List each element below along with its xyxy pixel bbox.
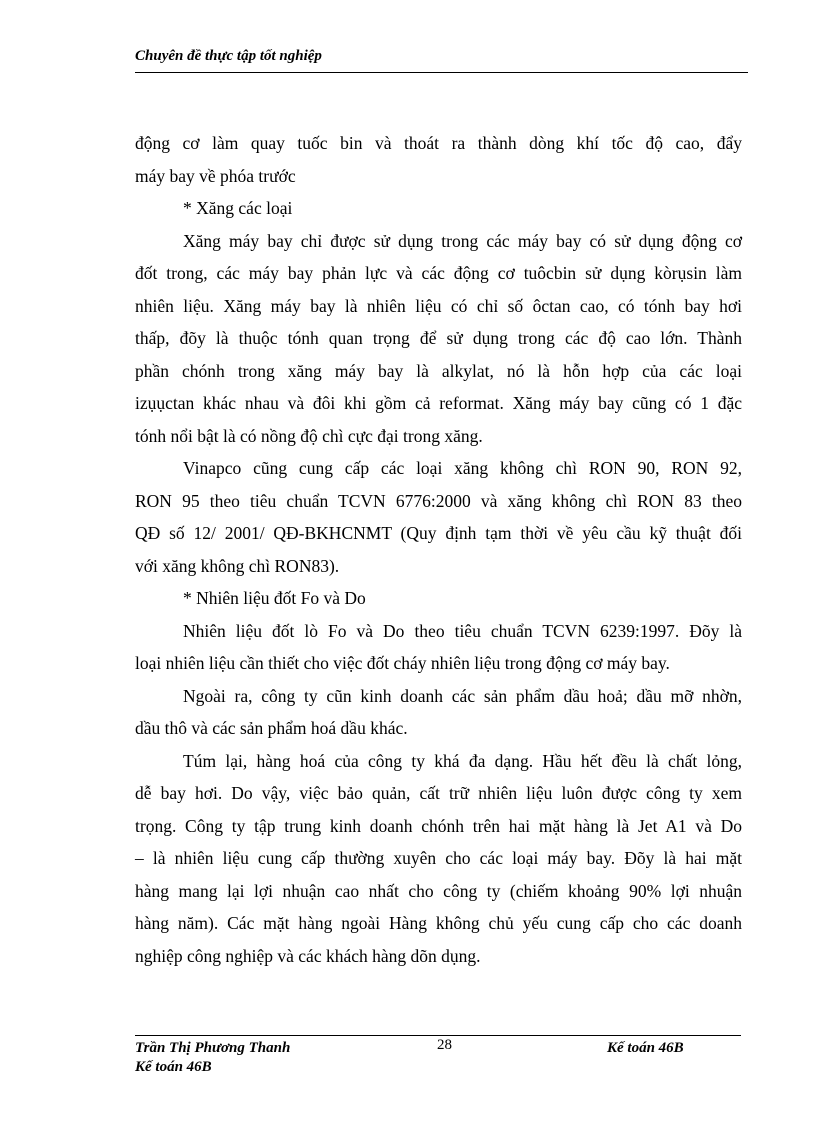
text-line: RON 95 theo tiêu chuẩn TCVN 6776:2000 và xăng không chì RON 83 theo: [135, 490, 742, 511]
text-line: * Nhiên liệu đốt Fo và Do: [183, 588, 366, 608]
text-line: thấp, đõy là thuộc tónh quan trọng để sử dụng trong các độ cao lớn. Thành: [135, 328, 742, 348]
text-line: QĐ số 12/ 2001/ QĐ-BKHCNMT (Quy định tạm thời về yêu cầu kỹ thuật đối: [135, 523, 742, 543]
text-line: hàng năm). Các mặt hàng ngoài Hàng không chủ yếu cung cấp cho các doanh: [135, 913, 742, 933]
paragraph: [135, 127, 742, 192]
text-line: phần chónh trong xăng máy bay là alkylat, nó là hỗn hợp của các loại: [135, 360, 742, 381]
text-line: nghiệp công nghiệp và các khách hàng dõn dụng.: [135, 945, 481, 966]
footer-class-right: Kế toán 46B: [607, 1040, 684, 1056]
text-line: izụụctan khác nhau và đôi khi gồm cả reformat. Xăng máy bay cũng có 1 đặc: [135, 393, 742, 413]
text-line: Xăng máy bay chỉ được sử dụng trong các máy bay có sử dụng động cơ: [183, 230, 742, 251]
paragraph: [135, 225, 742, 453]
text-line: tónh nổi bật là có nồng độ chì cực đại trong xăng.: [135, 425, 483, 446]
paragraph: [135, 452, 742, 582]
text-line: – là nhiên liệu cung cấp thường xuyên cho các loại máy bay. Đõy là hai mặt: [135, 848, 742, 868]
paragraph: [135, 615, 742, 680]
footer-class-below: Kế toán 46B: [135, 1059, 212, 1075]
document-body: [135, 127, 742, 972]
text-line: Ngoài ra, công ty cũn kinh doanh các sản phẩm dầu hoả; dầu mỡ nhờn,: [183, 685, 742, 706]
text-line: trọng. Công ty tập trung kinh doanh chónh trên hai mặt hàng là Jet A1 và Do: [135, 815, 742, 836]
paragraph: [135, 192, 742, 225]
footer-author: Trần Thị Phương Thanh: [135, 1040, 291, 1056]
text-line: Nhiên liệu đốt lò Fo và Do theo tiêu chuẩn TCVN 6239:1997. Đõy là: [183, 620, 742, 641]
running-header: Chuyên đề thực tập tốt nghiệp: [135, 48, 322, 64]
footer-rule: [135, 1035, 741, 1036]
text-line: nhiên liệu. Xăng máy bay là nhiên liệu có chỉ số ôctan cao, có tónh bay hơi: [135, 295, 742, 316]
text-line: Túm lại, hàng hoá của công ty khá đa dạng. Hầu hết đều là chất lỏng,: [183, 750, 742, 771]
page-number: 28: [437, 1037, 452, 1053]
text-line: máy bay về phóa trước: [135, 165, 296, 186]
text-line: hàng mang lại lợi nhuận cao nhất cho công ty (chiếm khoảng 90% lợi nhuận: [135, 880, 742, 901]
text-line: * Xăng các loại: [183, 198, 293, 218]
text-line: với xăng không chì RON83).: [135, 555, 340, 576]
text-line: dầu thô và các sản phẩm hoá dầu khác.: [135, 718, 408, 738]
paragraph: [135, 680, 742, 745]
text-line: dễ bay hơi. Do vậy, việc bảo quản, cất trữ nhiên liệu luôn được công ty xem: [135, 783, 742, 803]
text-line: Vinapco cũng cung cấp các loại xăng không chì RON 90, RON 92,: [183, 458, 742, 478]
paragraph: [135, 582, 742, 615]
text-line: đốt trong, các máy bay phản lực và các động cơ tuôcbin sử dụng kòrụsin làm: [135, 263, 742, 283]
header-rule: [135, 72, 748, 73]
text-line: động cơ làm quay tuốc bin và thoát ra thành dòng khí tốc độ cao, đẩy: [135, 133, 742, 153]
text-line: loại nhiên liệu cần thiết cho việc đốt cháy nhiên liệu trong động cơ máy bay.: [135, 653, 670, 673]
paragraph: [135, 745, 742, 973]
